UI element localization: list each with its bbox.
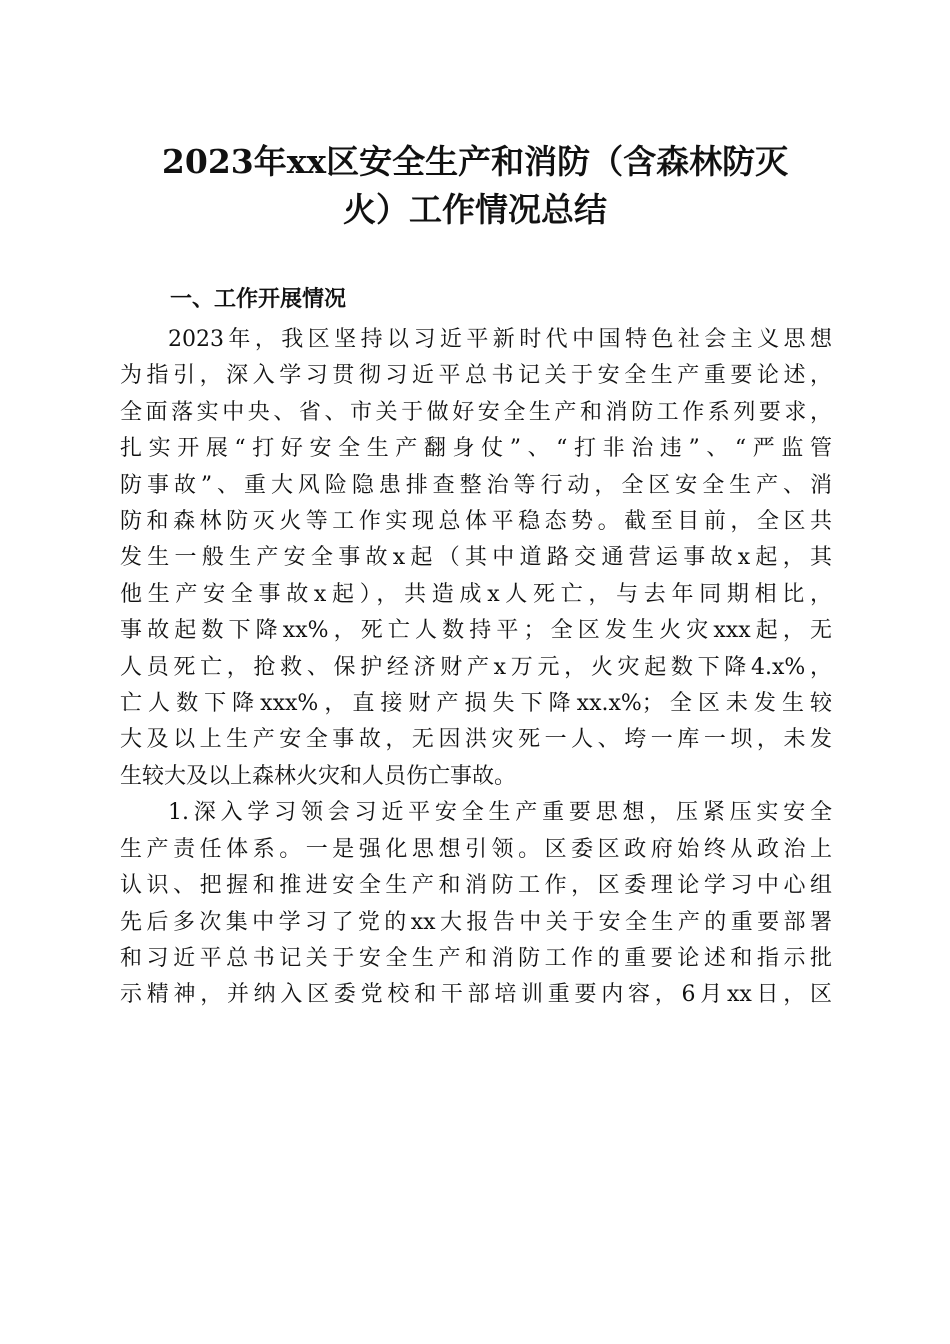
- paragraph-line: 2023年，我区坚持以习近平新时代中国特色社会主义思想: [168, 327, 832, 352]
- paragraph-line: 生产责任体系。一是强化思想引领。区委区政府始终从政治上: [120, 836, 832, 862]
- paragraph-line: 他生产安全事故x起），共造成x人死亡，与去年同期相比，: [120, 581, 832, 607]
- paragraph-line: 先后多次集中学习了党的xx大报告中关于安全生产的重要部署: [120, 909, 832, 935]
- paragraph-line: 为指引，深入学习贯彻习近平总书记关于安全生产重要论述，: [120, 363, 832, 389]
- paragraph-1: [120, 322, 832, 795]
- paragraph-line: 人员死亡，抢救、保护经济财产x万元，火灾起数下降4.x%，: [120, 654, 832, 680]
- document-body: [120, 322, 832, 1014]
- paragraph-line: 和习近平总书记关于安全生产和消防工作的重要论述和指示批: [120, 945, 832, 971]
- section-heading: 一、工作开展情况: [170, 287, 347, 312]
- title-line-2: 火）工作情况总结: [343, 190, 607, 229]
- paragraph-line: 亡人数下降xxx%，直接财产损失下降xx.x%；全区未发生较: [120, 691, 832, 717]
- paragraph-line: 扎实开展“打好安全生产翻身仗”、“打非治违”、“严监管: [120, 436, 832, 462]
- paragraph-line: 防和森林防灭火等工作实现总体平稳态势。截至目前，全区共: [120, 509, 832, 535]
- paragraph-line: 认识、把握和推进安全生产和消防工作，区委理论学习中心组: [120, 873, 832, 899]
- paragraph-line: 发生一般生产安全事故x起（其中道路交通营运事故x起，其: [120, 545, 832, 571]
- paragraph-line: 生较大及以上森林火灾和人员伤亡事故。: [120, 763, 517, 789]
- paragraph-line: 全面落实中央、省、市关于做好安全生产和消防工作系列要求，: [120, 399, 832, 425]
- paragraph-2: [120, 795, 832, 1013]
- paragraph-line: 防事故”、重大风险隐患排查整治等行动，全区安全生产、消: [120, 472, 832, 498]
- paragraph-line: 事故起数下降xx%，死亡人数持平；全区发生火灾xxx起，无: [120, 618, 832, 644]
- document-title: [120, 138, 830, 234]
- title-line-1: 2023年xx区安全生产和消防（含森林防灭: [161, 142, 789, 181]
- paragraph-line: 1.深入学习领会习近平安全生产重要思想，压紧压实安全: [168, 800, 832, 826]
- paragraph-line: 大及以上生产安全事故，无因洪灾死一人、垮一库一坝，未发: [120, 727, 832, 753]
- paragraph-line: 示精神，并纳入区委党校和干部培训重要内容，6月xx日，区: [120, 982, 832, 1008]
